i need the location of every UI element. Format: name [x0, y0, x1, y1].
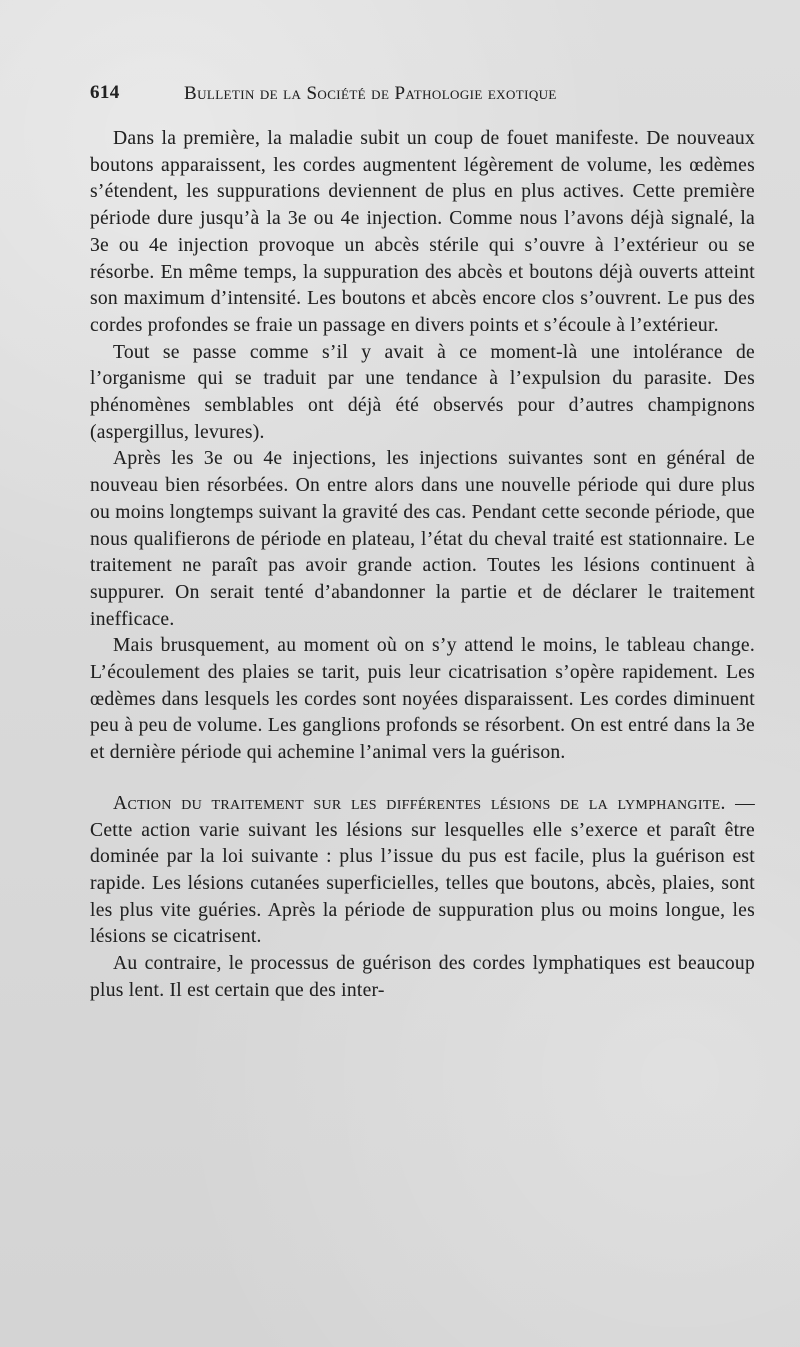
page-header: [90, 82, 750, 112]
page-number: 614: [90, 82, 120, 103]
paragraph-4: Mais brusquement, au moment où on s’y attend le moins, le tableau change. L’écoulement des plaies se tarit, puis leur cicatrisation s’opère rapidement. Les œdèmes dans lesquels les cordes sont noyées disparaissent. Les cordes diminuent peu à peu de volume. Les ganglions profonds se résorbent. On est entré dans la 3e et dernière période qui achemine l’animal vers la guérison.: [90, 635, 755, 764]
paragraph-2: Tout se passe comme s’il y avait à ce moment-là une intolérance de l’organisme qui se traduit par une tendance à l’expulsion du parasite. Des phénomènes semblables ont déjà été observés pour d’autres champignons (aspergillus, levures).: [90, 341, 755, 443]
paragraph-3: Après les 3e ou 4e injections, les injections suivantes sont en général de nouveau bien résorbées. On entre alors dans une nouvelle période qui dure plus ou moins longtemps suivant la gravité des cas. Pendant cette seconde période, que nous qualifierons de période en plateau, l’état du cheval traité est stationnaire. Le traitement ne paraît pas avoir grande action. Toutes les lésions continuent à suppurer. On serait tenté d’abandonner la partie et de déclarer le traitement inefficace.: [90, 448, 755, 630]
running-title: Bulletin de la Société de Pathologie exotique: [184, 83, 557, 104]
section-gap: [90, 767, 755, 791]
section-paragraph: [90, 791, 755, 951]
paragraph-6: Au contraire, le processus de guérison des cordes lymphatiques est beaucoup plus lent. Il est certain que des inter-: [90, 953, 755, 1001]
article-body: [90, 126, 755, 1005]
section-title: Action du traitement sur les différentes lésions de la lymphangite.: [113, 792, 726, 814]
section-text: — Cette action varie suivant les lésions sur lesquelles elle s’exerce et paraît être dominée par la loi suivante : plus l’issue du pus est facile, plus la guérison est rapide. Les lésions cutanées superficielles, telles que boutons, abcès, plaies, sont les plus vite guéries. Après la période de suppuration plus ou moins longue, les lésions se cicatrisent.: [90, 792, 755, 948]
paragraph-1: Dans la première, la maladie subit un coup de fouet manifeste. De nouveaux boutons apparaissent, les cordes augmentent légèrement de volume, les œdèmes s’étendent, les suppurations deviennent de plus en plus actives. Cette première période dure jusqu’à la 3e ou 4e injection. Comme nous l’avons déjà signalé, la 3e ou 4e injection provoque un abcès stérile qui s’ouvre à l’extérieur ou se résorbe. En même temps, la suppuration des abcès et boutons déjà ouverts atteint son maximum d’intensité. Les boutons et abcès encore clos s’ouvrent. Le pus des cordes profondes se fraie un passage en divers points et s’écoule à l’extérieur.: [90, 128, 755, 336]
